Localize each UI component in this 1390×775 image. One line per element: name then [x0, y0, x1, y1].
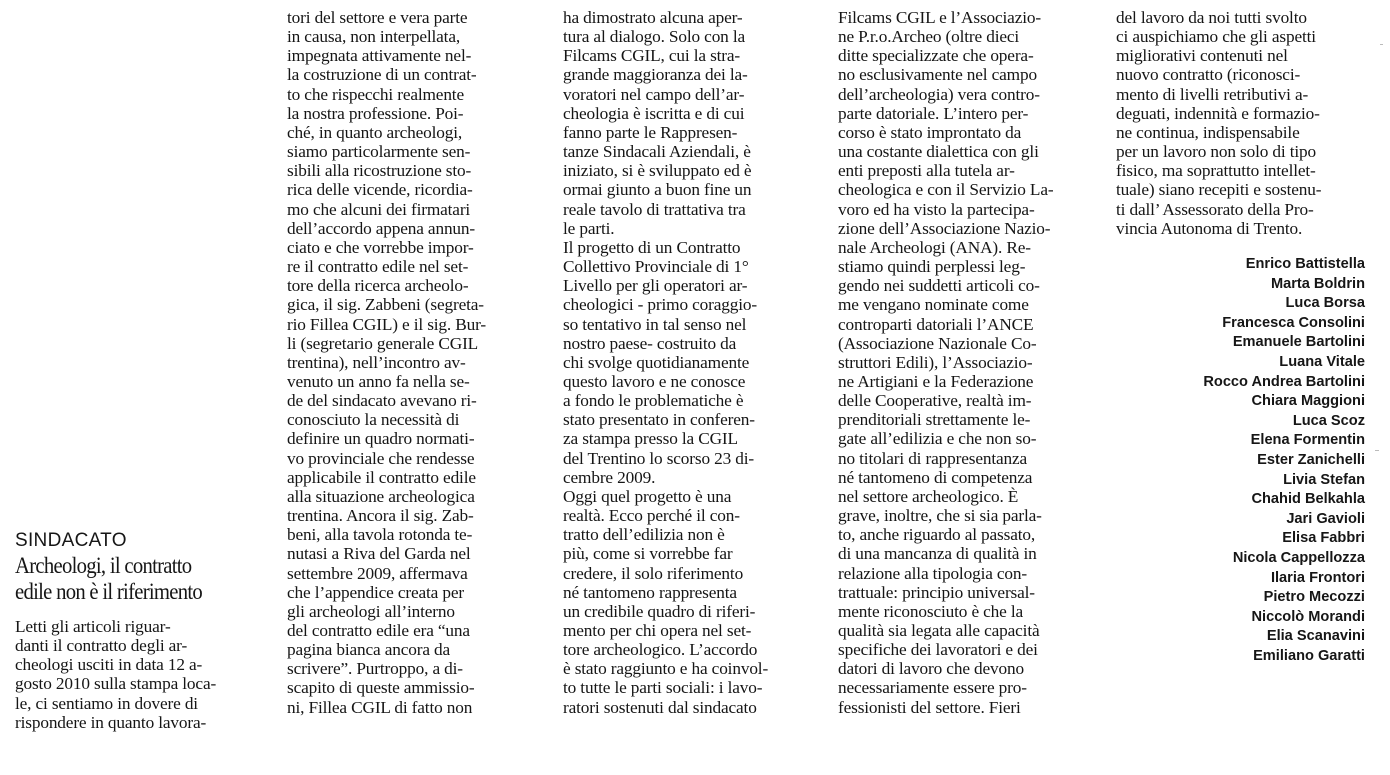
text-line: gli archeologi all’interno: [287, 601, 455, 621]
text-line: pagina bianca ancora da: [287, 640, 451, 660]
text-line: zione dell’Associazione Nazio-: [838, 218, 1051, 238]
text-line: ha dimostrato alcuna aper-: [563, 8, 743, 27]
text-line: ché, in quanto archeologi,: [287, 122, 463, 142]
text-line: nutasi a Riva del Garda nel: [287, 544, 471, 564]
text-line: mente riconosciuto è che la: [838, 601, 1024, 621]
text-line: ne Artigiani e la Federazione: [838, 371, 1034, 391]
text-line: rio Fillea CGIL) e il sig. Bur-: [287, 314, 486, 334]
text-line: migliorativi contenuti nel: [1116, 46, 1288, 66]
text-line: parte datoriale. L’intero per-: [838, 103, 1029, 123]
signatory-name: Niccolò Morandi: [1251, 608, 1365, 625]
text-line: ti dall’ Assessorato della Pro-: [1116, 199, 1314, 219]
text-line: necessariamente essere pro-: [838, 678, 1027, 698]
print-speck: [1375, 450, 1379, 451]
text-line: scrivere”. Purtroppo, a di-: [287, 659, 463, 679]
signatory-name: Chiara Maggioni: [1251, 393, 1365, 410]
text-line: mo che alcuni dei firmatari: [287, 199, 471, 219]
print-speck: [1380, 44, 1383, 45]
text-line: Filcams CGIL e l’Associazio-: [838, 8, 1041, 27]
signatory-name: Elena Formentin: [1250, 432, 1365, 449]
text-line: un credibile quadro di riferi-: [563, 601, 756, 621]
text-line: gica, il sig. Zabbeni (segreta-: [287, 295, 484, 315]
text-line: li (segretario generale CGIL: [287, 333, 479, 353]
text-line: datori di lavoro che devono: [838, 659, 1024, 679]
text-line: deguati, indennità e formazio-: [1116, 103, 1320, 123]
text-line: di una mancanza di qualità in: [838, 544, 1037, 564]
text-line: in causa, non interpellata,: [287, 27, 461, 47]
text-line: Letti gli articoli riguar-: [15, 617, 171, 636]
text-line: ormai giunto a buon fine un: [563, 180, 752, 200]
text-line: (Associazione Nazionale Co-: [838, 333, 1037, 353]
text-line: re il contratto edile nel set-: [287, 257, 469, 277]
text-line: applicabile il contratto edile: [287, 467, 476, 487]
signatory-name: Nicola Cappellozza: [1232, 549, 1365, 566]
text-line: no esclusivamente nel campo: [838, 65, 1037, 85]
signatory-name: Livia Stefan: [1283, 471, 1365, 488]
text-line: del Trentino lo scorso 23 di-: [563, 448, 755, 468]
text-line: alla situazione archeologica: [287, 486, 475, 506]
text-line: nel settore archeologico. È: [838, 486, 1019, 506]
text-line: del contratto edile era “una: [287, 621, 470, 640]
text-line: nale Archeologi (ANA). Re-: [838, 237, 1031, 257]
text-line: to che rispecchi realmente: [287, 84, 464, 104]
text-line: nuovo contratto (riconosci-: [1116, 65, 1301, 85]
text-line: ne P.r.o.Archeo (oltre dieci: [838, 27, 1020, 47]
text-line: né tantomeno di competenza: [838, 467, 1033, 487]
text-line: impegnata attivamente nel-: [287, 46, 472, 66]
signatory-name: Jari Gavioli: [1286, 510, 1365, 527]
text-line: dell’accordo appena annun-: [287, 218, 476, 238]
signatory-name: Ilaria Frontori: [1270, 569, 1365, 586]
text-line: me vengano nominate come: [838, 295, 1029, 315]
text-line: a fondo le problematiche è: [563, 391, 744, 411]
text-line: voro ed ha visto la partecipa-: [838, 199, 1035, 219]
text-line: realtà. Ecco perché il con-: [563, 506, 740, 526]
signatory-name: Chahid Belkahla: [1251, 491, 1365, 508]
text-line: cembre 2009.: [563, 467, 656, 487]
text-line: trentina), nell’incontro av-: [287, 352, 466, 372]
text-line: Il progetto di un Contratto: [563, 237, 741, 257]
text-line: relazione alla tipologia con-: [838, 563, 1028, 583]
text-line: Filcams CGIL, cui la stra-: [563, 46, 741, 66]
text-line: trentina. Ancora il sig. Zab-: [287, 506, 474, 526]
text-line: dell’archeologia) vera contro-: [838, 84, 1040, 104]
text-line: to tutte le parti sociali: i lavo-: [563, 678, 763, 698]
text-line: mento di livelli retributivi a-: [1116, 84, 1309, 104]
text-line: cheologia è iscritta e di cui: [563, 103, 745, 123]
signatory-name: Francesca Consolini: [1222, 314, 1365, 331]
text-line: no titolari di rappresentanza: [838, 448, 1028, 468]
text-line: fessionisti del settore. Fieri: [838, 697, 1021, 717]
text-line: so tentativo in tal senso nel: [563, 314, 747, 334]
text-line: tore archeologico. L’accordo: [563, 640, 758, 660]
signatory-name: Marta Boldrin: [1270, 275, 1365, 292]
text-line: le parti.: [563, 218, 615, 238]
text-line: questo lavoro e ne conosce: [563, 371, 746, 391]
signatory-name: Emiliano Garatti: [1253, 647, 1365, 664]
text-line: de del sindacato avevano ri-: [287, 391, 477, 411]
text-line: qualità sia legata alle capacità: [838, 621, 1040, 640]
text-line: Oggi quel progetto è una: [563, 486, 732, 506]
text-line: del lavoro da noi tutti svolto: [1116, 8, 1307, 27]
text-line: è stato raggiunto e ha coinvol-: [563, 659, 769, 679]
text-line: vincia Autonoma di Trento.: [1116, 218, 1303, 238]
text-line: gosto 2010 sulla stampa loca-: [15, 674, 217, 694]
text-line: stato presentato in conferen-: [563, 410, 755, 430]
text-line: enti preposti alla tutela ar-: [838, 161, 1015, 181]
text-line: delle Cooperative, realtà im-: [838, 391, 1032, 411]
text-line: corso è stato improntato da: [838, 122, 1022, 142]
text-line: trattuale: principio universal-: [838, 582, 1035, 602]
text-line: grave, inoltre, che si sia parla-: [838, 506, 1042, 526]
headline-line-2: edile non è il riferimento: [15, 579, 203, 604]
text-line: conosciuto la necessità di: [287, 410, 460, 430]
text-line: ratori sostenuti dal sindacato: [563, 697, 757, 717]
text-line: ni, Fillea CGIL di fatto non: [287, 697, 473, 717]
text-line: che l’appendice creata per: [287, 582, 464, 602]
text-line: la nostra professione. Poi-: [287, 103, 464, 123]
signatory-name: Emanuele Bartolini: [1232, 334, 1365, 351]
signatory-name: Enrico Battistella: [1245, 256, 1365, 272]
signatory-name: Rocco Andrea Bartolini: [1203, 373, 1365, 390]
text-line: né tantomeno rappresenta: [563, 582, 737, 602]
text-line: reale tavolo di trattativa tra: [563, 199, 746, 219]
article-column-3: [563, 8, 825, 717]
signatory-name: Elisa Fabbri: [1282, 530, 1365, 547]
signatory-name: Luca Scoz: [1292, 412, 1365, 429]
text-line: tore della ricerca archeolo-: [287, 276, 469, 296]
text-line: ciato e che vorrebbe impor-: [287, 237, 474, 257]
text-line: una costante dialettica con gli: [838, 142, 1039, 162]
text-line: mento per chi opera nel set-: [563, 621, 752, 640]
text-line: ditte specializzate che opera-: [838, 46, 1034, 66]
text-line: prenditoriali strettamente le-: [838, 410, 1031, 430]
text-line: rispondere in quanto lavora-: [15, 712, 207, 732]
article-column-4: [838, 8, 1100, 717]
headline-line-1: Archeologi, il contratto: [15, 553, 192, 578]
text-line: per un lavoro non solo di tipo: [1116, 142, 1316, 162]
text-line: definire un quadro normati-: [287, 429, 475, 449]
signatory-name: Elia Scanavini: [1266, 628, 1365, 645]
text-line: cheologica e con il Servizio La-: [838, 180, 1054, 200]
signatory-name: Luana Vitale: [1279, 353, 1365, 370]
text-line: voratori nel campo dell’ar-: [563, 84, 745, 104]
signatory-name: Ester Zanichelli: [1257, 451, 1365, 468]
text-line: danti il contratto degli ar-: [15, 636, 188, 656]
text-line: la costruzione di un contrat-: [287, 65, 477, 85]
column-text: [1116, 8, 1378, 238]
text-line: cheologi usciti in data 12 a-: [15, 655, 203, 675]
column-text: [15, 617, 270, 732]
text-line: tratto dell’edilizia non è: [563, 525, 725, 545]
text-line: fanno parte le Rappresen-: [563, 122, 738, 142]
text-line: le, ci sentiamo in dovere di: [15, 693, 198, 713]
text-line: tuale) siano recepiti e sostenu-: [1116, 180, 1322, 200]
text-line: settembre 2009, affermava: [287, 563, 468, 583]
text-line: rica delle vicende, ricordia-: [287, 180, 473, 200]
text-line: gate all’edilizia e che non so-: [838, 429, 1037, 449]
text-line: vo provinciale che rendesse: [287, 448, 475, 468]
text-line: gendo nei suddetti articoli co-: [838, 276, 1040, 296]
text-line: specifiche dei lavoratori e dei: [838, 640, 1038, 660]
text-line: credere, il solo riferimento: [563, 563, 744, 583]
text-line: Livello per gli operatori ar-: [563, 276, 748, 296]
text-line: tura al dialogo. Solo con la: [563, 27, 746, 47]
text-line: to, anche riguardo al passato,: [838, 525, 1036, 545]
text-line: controparti datoriali l’ANCE: [838, 314, 1034, 334]
text-line: struttori Edili), l’Associazio-: [838, 352, 1033, 372]
text-line: cheologici - primo coraggio-: [563, 295, 757, 315]
text-line: ci auspichiamo che gli aspetti: [1116, 27, 1316, 47]
text-line: stiamo quindi perplessi leg-: [838, 257, 1026, 277]
text-line: fisico, ma soprattutto intellet-: [1116, 161, 1316, 181]
text-line: nostro paese- costruito da: [563, 333, 737, 353]
text-line: sibili alla ricostruzione sto-: [287, 161, 472, 181]
text-line: scapito di queste ammissio-: [287, 678, 475, 698]
article-column-2: [287, 8, 545, 717]
text-line: tanze Sindacali Aziendali, è: [563, 142, 751, 162]
article-column-1: [15, 530, 270, 732]
text-line: ne continua, indispensabile: [1116, 122, 1300, 142]
text-line: grande maggioranza dei la-: [563, 65, 748, 85]
text-line: siamo particolarmente sen-: [287, 142, 471, 162]
text-line: Collettivo Provinciale di 1°: [563, 257, 749, 277]
section-label: SINDACATO: [15, 530, 127, 551]
signatory-name: Luca Borsa: [1285, 295, 1365, 312]
text-line: più, come si vorrebbe far: [563, 544, 733, 564]
signatory-name: Pietro Mecozzi: [1263, 589, 1365, 606]
text-line: iniziato, si è sviluppato ed è: [563, 161, 752, 181]
text-line: beni, alla tavola rotonda te-: [287, 525, 473, 545]
signature-list: [1203, 255, 1365, 666]
text-line: za stampa presso la CGIL: [563, 429, 738, 449]
text-line: venuto un anno fa nella se-: [287, 371, 470, 391]
text-line: tori del settore e vera parte: [287, 8, 468, 27]
article-column-5: [1116, 8, 1378, 238]
text-line: chi svolge quotidianamente: [563, 352, 750, 372]
